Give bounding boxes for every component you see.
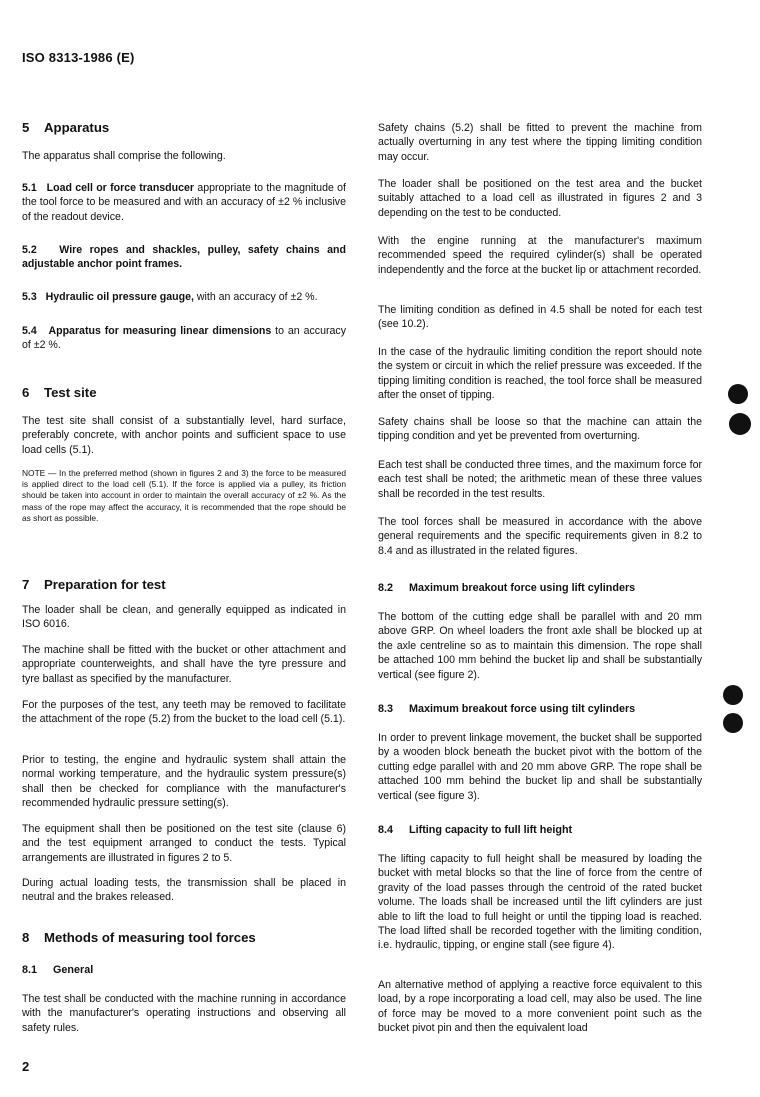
clause-text: to an accuracy of ±2 %. (22, 325, 346, 352)
paragraph: The tool forces shall be measured in accordance with the above general requirements and the specific requirements given in 8.2 to 8.4 and as illustrated in the related figures. (378, 516, 702, 557)
clause-bold-text: Hydraulic oil pressure gauge, (45, 291, 194, 303)
clause-number: 5.3 (22, 291, 37, 303)
paragraph: The limiting condition as defined in 4.5 shall be noted for each test (see 10.2). (378, 304, 702, 331)
punch-hole-mark (723, 713, 743, 733)
section-8-2-heading (378, 582, 635, 594)
section-number: 8 (22, 930, 30, 945)
section-7-heading (22, 577, 166, 592)
page-number: 2 (22, 1059, 30, 1074)
paragraph: An alternative method of applying a reactive force equivalent to this load, by a rope incorporating a load cell, may also be used. The line of force may be moved to a more convenient point such as the bucket pivot pin and then the equivalent load (378, 979, 702, 1035)
paragraph: With the engine running at the manufacturer's maximum recommended speed the required cylinder(s) shall be operated independently and the force at the bucket lip or attachment recorded. (378, 235, 702, 276)
section-number: 8.4 (378, 824, 394, 836)
paragraph: Prior to testing, the engine and hydraulic system shall attain the normal working temperature, and the hydraulic system pressure(s) shall then be checked for compliance with the manufacturer's recommended hydraulic pressure setting(s). (22, 754, 346, 810)
section-title: Preparation for test (44, 577, 166, 592)
clause-number: 5.1 (22, 182, 37, 194)
clause-bold-text: Load cell or force transducer (46, 182, 195, 194)
section-6-heading (22, 385, 97, 400)
section-title: Maximum breakout force using lift cylinders (409, 582, 636, 594)
paragraph: The lifting capacity to full height shall be measured by loading the bucket with metal blocks so that the line of force from the centre of gravity of the load passes through the centroid of the rated bucket volume. The loads shall be increased until the lift cylinders are just able to lift the load to full height or until the tipping load is reached. The load lifted shall be recorded together with the limiting condition, i.e. hydraulic, tipping, or engine stall (see figure 4). (378, 853, 702, 952)
punch-hole-mark (729, 413, 751, 435)
paragraph: Safety chains (5.2) shall be fitted to prevent the machine from actually overturning in any test where the tipping limiting condition may occur. (378, 122, 702, 163)
section-title: Methods of measuring tool forces (44, 930, 256, 945)
paragraph: In order to prevent linkage movement, the bucket shall be supported by a wooden block beneath the bucket pivot with the bottom of the cutting edge parallel with and 20 mm above GRP. The rope shall be attached 100 mm behind the bucket lip and shall be substantially vertical (see figure 3). (378, 732, 702, 802)
section-title: Apparatus (44, 120, 110, 135)
clause-number: 5.2 (22, 244, 37, 256)
note: NOTE — In the preferred method (shown in figures 2 and 3) the force to be measured is applied direct to the load cell (5.1). If the force is applied via a pulley, its friction should be taken into account in order to maintain the overall accuracy of ±2 %. As the mass of the rope may affect the accuracy, it is recommended that the rope should be as short as possible. (22, 468, 346, 523)
paragraph: The loader shall be positioned on the test area and the bucket suitably attached to a load cell as illustrated in figures 2 and 3 depending on the test to be conducted. (378, 178, 702, 219)
section-title: Test site (44, 385, 97, 400)
clause-5-3 (22, 290, 346, 304)
paragraph: In the case of the hydraulic limiting condition the report should note the system or circuit in which the relief pressure was exceeded. If the tipping limiting condition is reached, the tool force shall be measured after the onset of tipping. (378, 346, 702, 402)
section-8-heading (22, 930, 256, 945)
paragraph: The test shall be conducted with the machine running in accordance with the manufacturer's operating instructions and observing all safety rules. (22, 993, 346, 1034)
section-8-3-heading (378, 703, 635, 715)
clause-number: 5.4 (22, 325, 37, 337)
clause-5-4 (22, 324, 346, 353)
punch-hole-mark (728, 384, 748, 404)
clause-bold-text: Apparatus for measuring linear dimensions (48, 325, 272, 337)
paragraph: The bottom of the cutting edge shall be parallel with and 20 mm above GRP. On wheel loaders the front axle shall be blocked up at the axle centreline so as to maintain this dimension. The rope shall be attached 100 mm behind the bucket lip and shall be substantially vertical (see figure 2). (378, 611, 702, 681)
section-number: 8.2 (378, 582, 394, 594)
clause-bold-text: Wire ropes and shackles, pulley, safety chains and adjustable anchor point frames. (22, 244, 346, 271)
section-number: 7 (22, 577, 30, 592)
section-title: Lifting capacity to full lift height (409, 824, 573, 836)
section-8-1-heading (22, 964, 93, 976)
clause-5-1 (22, 181, 346, 224)
section-number: 8.3 (378, 703, 394, 715)
paragraph: Each test shall be conducted three times, and the maximum force for each test shall be noted; the arithmetic mean of these three values shall be recorded in the test results. (378, 459, 702, 500)
paragraph: The loader shall be clean, and generally equipped as indicated in ISO 6016. (22, 604, 346, 631)
paragraph: For the purposes of the test, any teeth may be removed to facilitate the attachment of the rope (5.2) from the bucket to the load cell (5.1). (22, 699, 346, 726)
document-code-header: ISO 8313-1986 (E) (22, 50, 135, 65)
punch-hole-mark (723, 685, 743, 705)
paragraph: Safety chains shall be loose so that the machine can attain the tipping condition and yet be prevented from overturning. (378, 416, 702, 443)
section-title: Maximum breakout force using tilt cylinders (409, 703, 636, 715)
section-number: 8.1 (22, 964, 38, 976)
section-5-heading (22, 120, 109, 135)
paragraph: The equipment shall then be positioned on the test site (clause 6) and the test equipment arranged to conduct the tests. Typical arrangements are illustrated in figures 2 to 5. (22, 823, 346, 864)
paragraph: The machine shall be fitted with the bucket or other attachment and appropriate counterweights, and shall have the tyre pressure and tyre ballast as specified by the manufacturer. (22, 644, 346, 685)
paragraph: The test site shall consist of a substantially level, hard surface, preferably concrete, with anchor points and sufficient space to use load cells (5.1). (22, 415, 346, 456)
section-number: 5 (22, 120, 30, 135)
paragraph: The apparatus shall comprise the following. (22, 150, 226, 162)
clause-text: with an accuracy of ±2 %. (193, 291, 318, 303)
clause-text: appropriate to the magnitude of the tool force to be measured and with an accuracy of ±2 % inclusive of the readout device. (22, 182, 346, 223)
section-number: 6 (22, 385, 30, 400)
clause-5-2 (22, 243, 346, 272)
paragraph: During actual loading tests, the transmission shall be placed in neutral and the brakes released. (22, 877, 346, 904)
section-title: General (53, 964, 94, 976)
section-8-4-heading (378, 824, 572, 836)
